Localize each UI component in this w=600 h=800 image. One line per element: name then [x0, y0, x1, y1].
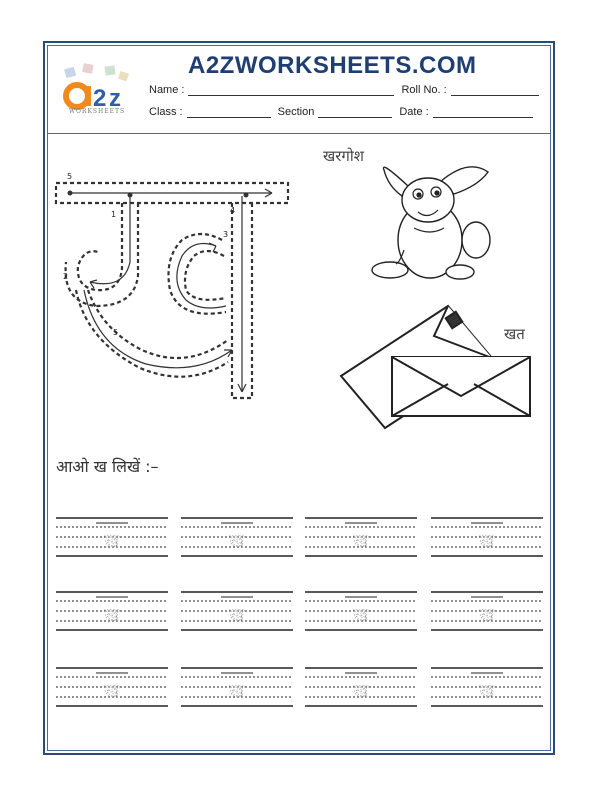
svg-text:2: 2 — [93, 85, 107, 112]
stroke-number-1: 1 — [111, 210, 117, 219]
practice-cell[interactable] — [431, 518, 543, 556]
trace-letter: ख — [353, 681, 369, 702]
practice-cell[interactable] — [305, 518, 417, 556]
trace-letter: ख — [479, 605, 495, 626]
practice-cell[interactable] — [56, 668, 168, 706]
trace-letter: ख — [479, 531, 495, 552]
trace-letter: ख — [229, 681, 245, 702]
practice-cell[interactable] — [305, 592, 417, 630]
stroke-number-4: 4 — [230, 206, 236, 215]
trace-letter: ख — [104, 681, 120, 702]
practice-cell[interactable] — [181, 668, 293, 706]
trace-letter: ख — [479, 681, 495, 702]
rabbit-word: खरगोश — [323, 147, 364, 165]
practice-cell[interactable] — [181, 518, 293, 556]
practice-cell[interactable] — [56, 592, 168, 630]
practice-heading: आओ ख लिखें :– — [56, 457, 159, 476]
roll-label: Roll No. : — [401, 84, 447, 96]
site-title: A2ZWORKSHEETS.COM — [188, 52, 477, 79]
stroke-number-3: 3 — [223, 230, 229, 239]
trace-letter: ख — [104, 605, 120, 626]
practice-cell[interactable] — [56, 518, 168, 556]
stroke-number-2: 2 — [63, 272, 69, 281]
trace-letter: ख — [229, 531, 245, 552]
stroke-number-5a: 5 — [67, 172, 73, 181]
practice-cell[interactable] — [305, 668, 417, 706]
letter-word: खत — [504, 325, 525, 343]
name-label: Name : — [149, 84, 185, 96]
svg-text:z: z — [109, 85, 121, 112]
practice-cell[interactable] — [181, 592, 293, 630]
practice-cell[interactable] — [431, 592, 543, 630]
trace-letter: ख — [353, 531, 369, 552]
trace-letter: ख — [104, 531, 120, 552]
logo-subtitle: WORKSHEETS — [68, 108, 126, 115]
practice-cell[interactable] — [431, 668, 543, 706]
trace-letter: ख — [353, 605, 369, 626]
trace-letter: ख — [229, 605, 245, 626]
class-label: Class : — [149, 106, 183, 118]
date-label: Date : — [399, 106, 429, 118]
stroke-number-5b: 5 — [113, 328, 119, 337]
section-label: Section — [277, 106, 315, 118]
